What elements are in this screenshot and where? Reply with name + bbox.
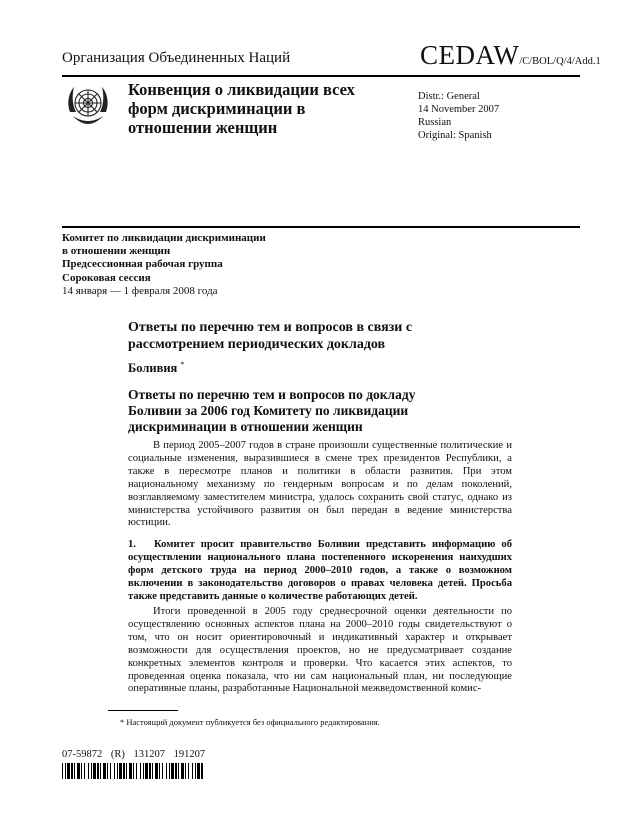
document-subheading: Ответы по перечню тем и вопросов по докладу Боливии за 2006 год Комитету по ликвидации дискриминации в отношении женщин <box>128 387 416 434</box>
distribution: Distr.: General <box>418 91 480 102</box>
committee-block <box>62 232 362 298</box>
question-1 <box>128 539 512 604</box>
section-rule <box>62 226 580 228</box>
question-text: Комитет просит правительство Боливии представить информацию об осуществлении национального плана постепенного искоренения наихудших форм детского труда на период 2000–2010 годов, а также о возможном включении в законодательство договоров о правах человека детей. Просьба также представить данные о количестве работающих детей. <box>128 539 512 602</box>
country-heading <box>128 360 184 376</box>
original-language: Original: Spanish <box>418 130 492 141</box>
session-dates: 14 января — 1 февраля 2008 года <box>62 284 218 297</box>
answer-paragraph: Итоги проведенной в 2005 году среднесрочной оценки деятельности по осуществлению основных аспектов плана на 2000–2010 годы свидетельствуют о том, что он носит ориентировочный и индикативный характер и открывает возможности для осуществления проектов, но не предусматривает создание конкретных элементов контроля и проверки. Что касается этих аспектов, то проведенная оценка показала, что ни сам национальный план, ни последующие оперативные планы, разработанные Национальной межведомственной комис- <box>128 606 512 695</box>
session: Сороковая сессия <box>62 271 151 284</box>
convention-title: Конвенция о ликвидации всех форм дискриминации в отношении женщин <box>128 80 355 137</box>
symbol-suffix: /C/BOL/Q/4/Add.1 <box>519 56 601 67</box>
country-name: Боливия <box>128 361 178 376</box>
document-heading: Ответы по перечню тем и вопросов в связи с рассмотрением периодических докладов <box>128 320 413 352</box>
intro-paragraph: В период 2005–2007 годов в стране произошли существенные политические и социальные изменения, выразившиеся в смене трех президентов Республики, а также в пересмотре планов и политики в области развития. При этом национальному механизму по гендерным вопросам и по делам поколений, возглавляемому заместителем министра, удалось сохранить свой статус, однако из министерства устойчивого развития он был передан в ведение министерства юстиции. <box>128 440 512 529</box>
header-rule <box>62 75 580 77</box>
un-emblem-icon <box>64 82 112 128</box>
committee-name-line1: Комитет по ликвидации дискриминации <box>62 232 266 244</box>
issue-date: 14 November 2007 <box>418 104 500 115</box>
footnote-marker: * <box>180 360 185 369</box>
document-symbol <box>420 40 601 71</box>
organization-name: Организация Объединенных Наций <box>62 50 291 66</box>
language: Russian <box>418 117 452 128</box>
committee-name-line2: в отношении женщин <box>62 245 171 258</box>
working-group: Предсессионная рабочая группа <box>62 258 223 271</box>
footnote-rule <box>108 710 178 711</box>
document-number: 07-59872 (R) 131207 191207 <box>62 749 206 760</box>
footnote: * Настоящий документ публикуется без официального редактирования. <box>120 717 380 727</box>
distribution-block <box>418 90 499 142</box>
question-number: 1. <box>128 539 136 550</box>
symbol-main: CEDAW <box>420 40 520 70</box>
barcode-icon <box>62 763 204 779</box>
